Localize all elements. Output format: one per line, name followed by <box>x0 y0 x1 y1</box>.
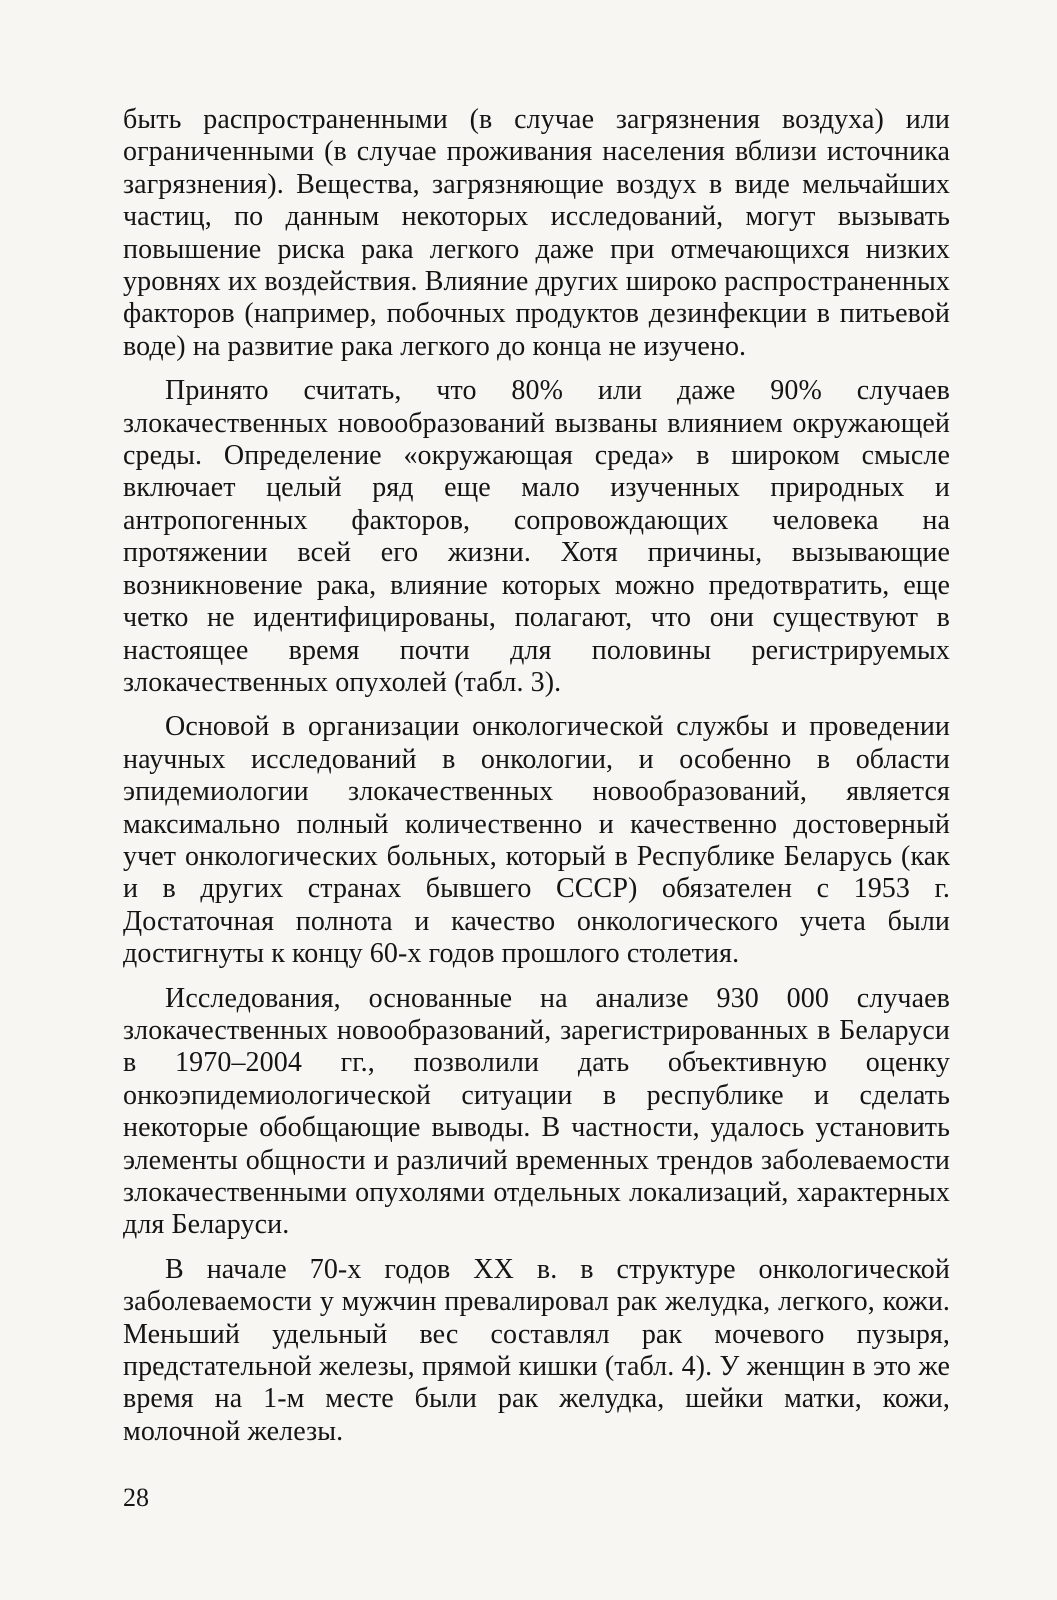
paragraph-oncology-service: Основой в организации онкологической службы и проведении научных исследований в онкологии, и особенно в области эпидемиологии злокачественных новообразований, является максимально полный количественно и качественно достоверный учет онкологических больных, который в Республике Беларусь (как и в других странах бывшего СССР) обязателен с 1953 г. Достаточная полнота и качество онкологического учета были достигнуты к концу 60-х годов прошлого столетия. <box>123 711 950 970</box>
page-body <box>123 104 950 1460</box>
paragraph-seventies: В начале 70-х годов XX в. в структуре онкологической заболеваемости у мужчин превалировал рак желудка, легкого, кожи. Меньший удельный вес составлял рак мочевого пузыря, предстательной железы, прямой кишки (табл. 4). У женщин в это же время на 1-м месте были рак желудка, шейки матки, кожи, молочной железы. <box>123 1253 950 1447</box>
paragraph-continuation: быть распространенными (в случае загрязнения воздуха) или ограниченными (в случае проживания населения вблизи источника загрязнения). Вещества, загрязняющие воздух в виде мельчайших частиц, по данным некоторых исследований, могут вызывать повышение риска рака легкого даже при отмечающихся низких уровнях их воздействия. Влияние других широко распространенных факторов (например, побочных продуктов дезинфекции в питьевой воде) на развитие рака легкого до конца не изучено. <box>123 104 950 362</box>
page-number: 28 <box>123 1483 149 1512</box>
paragraph-research: Исследования, основанные на анализе 930 000 случаев злокачественных новообразований, зарегистрированных в Беларуси в 1970–2004 гг., позволили дать объективную оценку онкоэпидемиологической ситуации в республике и сделать некоторые обобщающие выводы. В частности, удалось установить элементы общности и различий временных трендов заболеваемости злокачественными опухолями отдельных локализаций, характерных для Беларуси. <box>123 982 950 1241</box>
paragraph-environment: Принято считать, что 80% или даже 90% случаев злокачественных новообразований вызваны влиянием окружающей среды. Определение «окружающая среда» в широком смысле включает целый ряд еще мало изученных природных и антропогенных факторов, сопровождающих человека на протяжении всей его жизни. Хотя причины, вызывающие возникновение рака, влияние которых можно предотвратить, еще четко не идентифицированы, полагают, что они существуют в настоящее время почти для половины регистрируемых злокачественных опухолей (табл. 3). <box>123 375 950 698</box>
